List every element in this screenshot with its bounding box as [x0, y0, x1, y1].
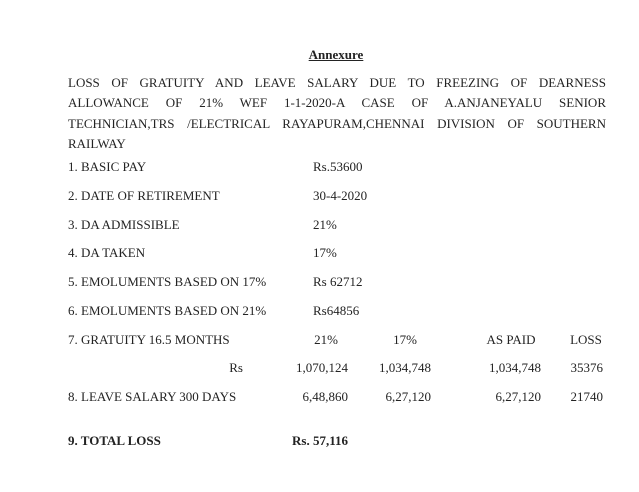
gratuity-value: 1,034,748	[489, 360, 541, 375]
gratuity-value: 1,070,124	[296, 360, 348, 375]
gratuity-label: 7. GRATUITY 16.5 MONTHS	[68, 332, 230, 347]
gratuity-loss: 35376	[570, 360, 603, 375]
leave-salary-value: 6,27,120	[495, 389, 541, 404]
item-value: 17%	[313, 245, 337, 260]
item-value: 21%	[313, 217, 337, 232]
item-label: 1. BASIC PAY	[68, 159, 147, 174]
item-value: Rs 62712	[313, 274, 363, 289]
item-value: 30-4-2020	[313, 188, 368, 203]
item-label: 5. EMOLUMENTS BASED ON 17%	[68, 274, 267, 289]
gratuity-value: 1,034,748	[379, 360, 431, 375]
total-loss-label: 9. TOTAL LOSS	[68, 433, 161, 448]
item-label: 3. DA ADMISSIBLE	[68, 217, 180, 232]
gratuity-header-loss: LOSS	[570, 332, 602, 347]
leave-salary-loss: 21740	[570, 389, 603, 404]
gratuity-header-21: 21%	[314, 332, 338, 347]
item-label: 2. DATE OF RETIREMENT	[68, 188, 220, 203]
document-title: Annexure	[308, 47, 364, 62]
gratuity-header-as-paid: AS PAID	[486, 332, 536, 347]
gratuity-currency: Rs	[229, 360, 243, 375]
leave-salary-value: 6,27,120	[385, 389, 431, 404]
leave-salary-value: 6,48,860	[302, 389, 348, 404]
leave-salary-label: 8. LEAVE SALARY 300 DAYS	[68, 389, 237, 404]
gratuity-header-17: 17%	[393, 332, 417, 347]
intro-paragraph: LOSS OF GRATUITY AND LEAVE SALARY DUE TO FREEZING OF DEARNESS ALLOWANCE OF 21% WEF 1-1-2020-A CASE OF A.ANJANEYALU SENIOR TECHNICIAN,TRS /ELECTRICAL RAYAPURAM,CHENNAI DIVISION OF SOUTHERN RAILWAY	[68, 75, 606, 151]
item-label: 4. DA TAKEN	[68, 245, 146, 260]
item-label: 6. EMOLUMENTS BASED ON 21%	[68, 303, 267, 318]
item-value: Rs.53600	[313, 159, 363, 174]
total-loss-value: Rs. 57,116	[292, 433, 348, 448]
item-value: Rs64856	[313, 303, 360, 318]
